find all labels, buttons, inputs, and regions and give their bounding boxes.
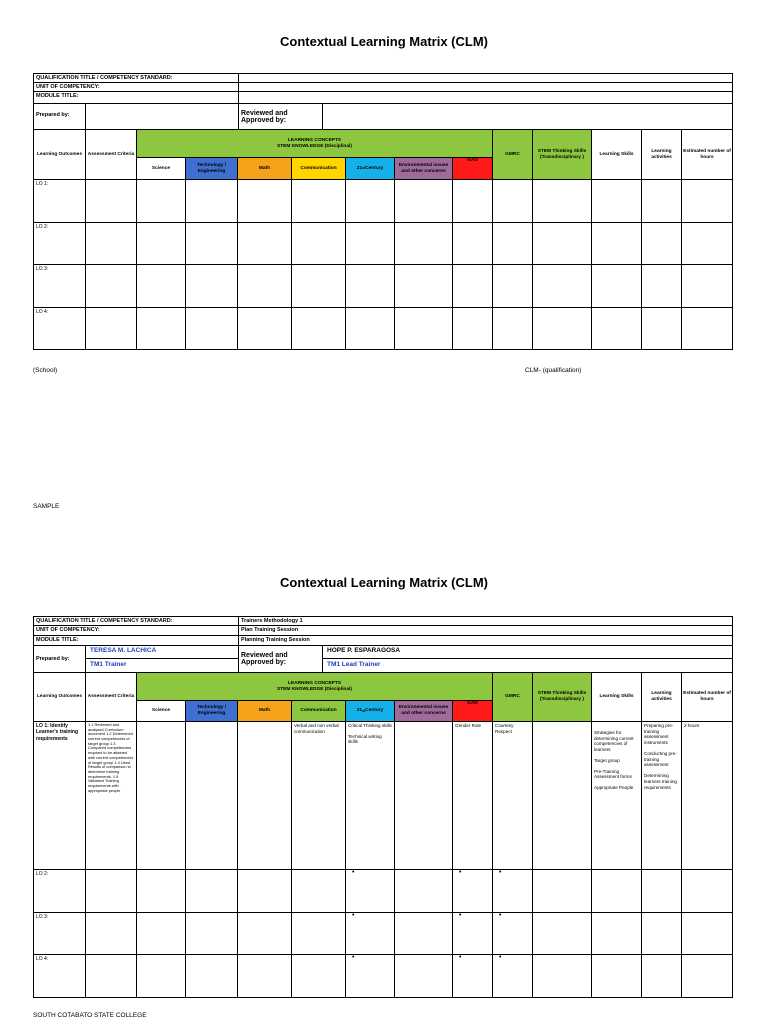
lo2-hours-cell — [682, 265, 732, 308]
prepared-label: Prepared by: — [34, 104, 86, 129]
lo1-outcome-cell: LO 3: — [34, 913, 86, 956]
lo0-gmrc-cell — [493, 870, 533, 913]
learning-concepts-title: LEARNING CONCEPTS — [287, 137, 342, 143]
lo0-outcome-cell: LO 1: — [34, 180, 86, 223]
unit-label: UNIT OF COMPETENCY: — [34, 626, 239, 635]
lo3-learning-activities-cell — [642, 308, 682, 351]
lo3-gmrc-cell — [493, 308, 533, 351]
21st-century-header: 21 st Century — [346, 158, 395, 180]
lo2-environmental-cell — [395, 265, 453, 308]
prepared-row — [34, 104, 732, 130]
lo1-learning-activities — [642, 722, 682, 870]
lo1-learning-activities-cell — [642, 913, 682, 956]
lo0-century-cell — [346, 180, 395, 223]
technology-header: Technology / Engineering — [186, 158, 238, 180]
preparer-role: TM1 Trainer — [90, 661, 127, 668]
lo3-environmental-cell — [395, 308, 453, 351]
lo1-century-cell — [346, 223, 395, 266]
lo1-outcome: LO 1: Identify Learner's training requirements — [34, 722, 86, 870]
lo1-gad: Gender Role — [453, 722, 493, 870]
qualification-label: QUALIFICATION TITLE / COMPETENCY STANDARD: — [34, 617, 239, 625]
lo1-math — [238, 722, 292, 870]
lo0-century-cell — [346, 870, 395, 913]
module-row — [34, 636, 732, 646]
lo2-gad-cell — [453, 265, 493, 308]
lo3-technology-cell — [186, 308, 238, 351]
unit-row — [34, 626, 732, 636]
gad-header: GAD — [453, 158, 493, 180]
bullet-icon: • — [499, 955, 502, 961]
lo0-technology-cell — [186, 870, 238, 913]
bullet-icon: • — [352, 912, 355, 919]
estimated-hours-header: Estimated number of hours — [682, 673, 732, 722]
lo2-criteria-cell — [86, 265, 137, 308]
preparer-blank — [86, 104, 239, 129]
lo2-outcome-cell: LO 4: — [34, 955, 86, 998]
module-label: MODULE TITLE: — [34, 92, 239, 103]
assessment-criteria-header: Assessment Criteria — [86, 130, 137, 180]
lo1-activity-item: Preparing pre-training assessment instruments — [644, 723, 674, 746]
lo0-gad-cell — [453, 870, 493, 913]
qualification-value — [239, 74, 732, 82]
preparer-name: TERESA M. LACHICA — [86, 646, 238, 659]
lo1-criteria: 1.1 Reviewed and analyzed Curriculum document 1.2 Determined current competencies of target group 1.3 Compared competencies required to be attained with current competencies of target group 1.4 Used Results of comparison to determine training requirements. 1.5 Validated Training requirements with appropriate people — [86, 722, 137, 870]
lo1-learning-activities-cell — [642, 223, 682, 266]
lo2-math-cell — [238, 955, 292, 998]
page2-matrix — [33, 616, 733, 998]
lo1-science-cell — [137, 223, 186, 266]
prepared-row — [34, 646, 732, 673]
lo2-environmental-cell — [395, 955, 453, 998]
lo0-learning-skills-cell — [592, 180, 642, 223]
page2-title: Contextual Learning Matrix (CLM) — [279, 575, 488, 590]
learning-skills-header: Learning Skills — [592, 130, 642, 180]
lo1-learning-skills-cell — [592, 913, 642, 956]
technology-header: Technology / Engineering — [186, 701, 238, 722]
learning-outcomes-header: Learning Outcomes — [34, 130, 86, 180]
lo1-criteria-cell — [86, 913, 137, 956]
gmrc-header: GMRC — [493, 130, 533, 180]
environmental-header: Environmental issues and other concerns — [395, 158, 453, 180]
page1-matrix — [33, 73, 733, 350]
bullet-icon: • — [499, 912, 502, 919]
lo1-activity-item: Determining learners training requirements — [644, 773, 677, 790]
lo1-century-item: Critical Thinking skills — [348, 723, 392, 728]
lo1-math-cell — [238, 223, 292, 266]
lo1-gad-cell — [453, 223, 493, 266]
lo2-hours-cell — [682, 955, 732, 998]
lo0-gmrc-cell — [493, 180, 533, 223]
lo3-science-cell — [137, 308, 186, 351]
lo1-stem-thinking-cell — [533, 913, 592, 956]
lo2-gmrc-cell — [493, 955, 533, 998]
qualification-label: QUALIFICATION TITLE / COMPETENCY STANDARD: — [34, 74, 239, 82]
stem-knowledge-title: STEM KNOWLEDGE (Disciplinal) — [277, 686, 352, 692]
learning-concepts-header — [137, 673, 493, 701]
lo2-science-cell — [137, 265, 186, 308]
lo3-gad-cell — [453, 308, 493, 351]
lo1-communication-cell — [292, 223, 346, 266]
lo2-learning-skills-cell — [592, 265, 642, 308]
lo2-math-cell — [238, 265, 292, 308]
lo1-communication: Verbal and non verbal communication — [292, 722, 346, 870]
lo1-criteria-cell — [86, 223, 137, 266]
lo2-learning-skills-cell — [592, 955, 642, 998]
lo0-math-cell — [238, 180, 292, 223]
lo1-technology-cell — [186, 223, 238, 266]
science-header: Science — [137, 701, 186, 722]
lo1-activity-item: Conducting pre-training assessment — [644, 750, 677, 768]
lo0-gad-cell — [453, 180, 493, 223]
environmental-header: Environmental issues and other concerns — [395, 701, 453, 722]
lo1-skill-item: Target group — [594, 757, 620, 763]
module-value: Planning Training Session — [241, 637, 310, 643]
lo1-environmental — [395, 722, 453, 870]
lo2-gad-cell — [453, 955, 493, 998]
lo0-hours-cell — [682, 870, 732, 913]
reviewer-cell — [323, 646, 732, 672]
bullet-icon: • — [352, 870, 355, 876]
lo0-criteria-cell — [86, 180, 137, 223]
unit-label: UNIT OF COMPETENCY: — [34, 83, 239, 91]
lo1-hours: 2 hours — [682, 722, 732, 870]
school-footnote: (School) — [33, 367, 58, 374]
lo2-century-cell — [346, 265, 395, 308]
lo0-stem-thinking-cell — [533, 180, 592, 223]
lo2-stem-thinking-cell — [533, 955, 592, 998]
reviewed-label: Reviewed and Approved by: — [239, 104, 323, 129]
unit-value — [239, 83, 732, 91]
preparer-cell — [86, 646, 239, 672]
lo2-gmrc-cell — [493, 265, 533, 308]
communication-header: Communication — [292, 158, 346, 180]
lo1-environmental-cell — [395, 913, 453, 956]
module-value — [239, 92, 732, 103]
page1-title: Contextual Learning Matrix (CLM) — [279, 34, 488, 49]
lo0-technology-cell — [186, 180, 238, 223]
lo3-math-cell — [238, 308, 292, 351]
learning-concepts-title: LEARNING CONCEPTS — [287, 680, 342, 686]
prepared-label: Prepared by: — [34, 646, 86, 672]
lo2-communication-cell — [292, 265, 346, 308]
reviewed-label: Reviewed and Approved by: — [239, 646, 323, 672]
lo3-hours-cell — [682, 308, 732, 351]
lo0-hours-cell — [682, 180, 732, 223]
learning-concepts-header — [137, 130, 493, 158]
lo2-science-cell — [137, 955, 186, 998]
21st-century-header: 21 st Century — [346, 701, 395, 722]
lo1-skill-item: Strategies for determining current competencies of learners — [594, 730, 634, 753]
lo1-hours-cell — [682, 223, 732, 266]
lo0-environmental-cell — [395, 870, 453, 913]
lo3-communication-cell — [292, 308, 346, 351]
lo0-learning-skills-cell — [592, 870, 642, 913]
learning-activities-header: Learning activities — [642, 130, 682, 180]
learning-activities-header: Learning activities — [642, 673, 682, 722]
estimated-hours-header: Estimated number of hours — [682, 130, 732, 180]
lo1-stem-thinking-cell — [533, 223, 592, 266]
learning-outcomes-header: Learning Outcomes — [34, 673, 86, 722]
unit-value: Plan Training Session — [241, 627, 299, 633]
lo2-technology-cell — [186, 265, 238, 308]
lo1-communication-cell — [292, 913, 346, 956]
lo1-gmrc: Courtesy Respect — [493, 722, 533, 870]
reviewer-blank — [323, 104, 732, 129]
clm-qualification-footnote: CLM- (qualification) — [525, 367, 582, 374]
bullet-icon: • — [459, 912, 462, 919]
lo1-technology-cell — [186, 913, 238, 956]
lo1-stem-thinking — [533, 722, 592, 870]
lo1-gad-cell — [453, 913, 493, 956]
lo0-stem-thinking-cell — [533, 870, 592, 913]
lo0-science-cell — [137, 180, 186, 223]
unit-row — [34, 83, 732, 92]
gmrc-header: GMRC — [493, 673, 533, 722]
college-footer: SOUTH COTABATO STATE COLLEGE — [33, 1012, 147, 1019]
stem-thinking-header: STEM Thinking Skills (Transdisciplinary ) — [533, 673, 592, 722]
module-row — [34, 92, 732, 104]
lo2-technology-cell — [186, 955, 238, 998]
lo2-learning-activities-cell — [642, 265, 682, 308]
stem-knowledge-title: STEM KNOWLEDGE (Disciplinal) — [277, 143, 352, 149]
lo0-communication-cell — [292, 180, 346, 223]
lo3-stem-thinking-cell — [533, 308, 592, 351]
stem-thinking-header: STEM Thinking Skills (Transdisciplinary ) — [533, 130, 592, 180]
lo2-communication-cell — [292, 955, 346, 998]
math-header: Math — [238, 158, 292, 180]
lo0-outcome-cell: LO 2: — [34, 870, 86, 913]
reviewer-role: TM1 Lead Trainer — [327, 661, 381, 668]
lo3-century-cell — [346, 308, 395, 351]
reviewer-name: HOPE P. ESPARAGOSA — [323, 646, 732, 659]
lo1-century-cell — [346, 913, 395, 956]
qualification-row — [34, 617, 732, 626]
lo1-technology — [186, 722, 238, 870]
qualification-value: Trainers Methodology 1 — [241, 618, 303, 624]
assessment-criteria-header: Assessment Criteria — [86, 673, 137, 722]
lo3-criteria-cell — [86, 308, 137, 351]
lo1-gmrc-cell — [493, 223, 533, 266]
lo2-criteria-cell — [86, 955, 137, 998]
gad-header: GAD — [453, 701, 493, 722]
lo2-learning-activities-cell — [642, 955, 682, 998]
page1-lo-rows — [34, 180, 732, 349]
lo1-skill-item: Pre-Training Assessment forms — [594, 768, 632, 780]
lo2-century-cell — [346, 955, 395, 998]
module-label: MODULE TITLE: — [34, 636, 239, 645]
lo1-math-cell — [238, 913, 292, 956]
lo0-science-cell — [137, 870, 186, 913]
page2-lo-rows — [34, 870, 732, 997]
lo0-learning-activities-cell — [642, 180, 682, 223]
math-header: Math — [238, 701, 292, 722]
bullet-icon: • — [459, 955, 462, 961]
bullet-icon: • — [499, 870, 502, 876]
bullet-icon: • — [459, 870, 462, 876]
lo3-learning-skills-cell — [592, 308, 642, 351]
lo0-criteria-cell — [86, 870, 137, 913]
bullet-icon: • — [352, 955, 355, 961]
lo0-learning-activities-cell — [642, 870, 682, 913]
qualification-row — [34, 74, 732, 83]
lo2-outcome-cell: LO 3: — [34, 265, 86, 308]
lo1-21st-century — [346, 722, 395, 870]
lo0-math-cell — [238, 870, 292, 913]
lo1-hours-cell — [682, 913, 732, 956]
sample-label: SAMPLE — [33, 503, 60, 510]
lo1-century-item: Technical writing skills — [348, 733, 382, 745]
communication-header: Communication — [292, 701, 346, 722]
lo1-outcome-cell: LO 2: — [34, 223, 86, 266]
lo1-learning-skills — [592, 722, 642, 870]
lo1-science — [137, 722, 186, 870]
lo0-communication-cell — [292, 870, 346, 913]
lo1-skill-item: Appropriate People — [594, 785, 634, 791]
lo0-environmental-cell — [395, 180, 453, 223]
learning-skills-header: Learning Skills — [592, 673, 642, 722]
lo1-learning-skills-cell — [592, 223, 642, 266]
science-header: Science — [137, 158, 186, 180]
lo3-outcome-cell: LO 4: — [34, 308, 86, 351]
lo1-environmental-cell — [395, 223, 453, 266]
lo2-stem-thinking-cell — [533, 265, 592, 308]
lo1-science-cell — [137, 913, 186, 956]
lo1-gmrc-cell — [493, 913, 533, 956]
